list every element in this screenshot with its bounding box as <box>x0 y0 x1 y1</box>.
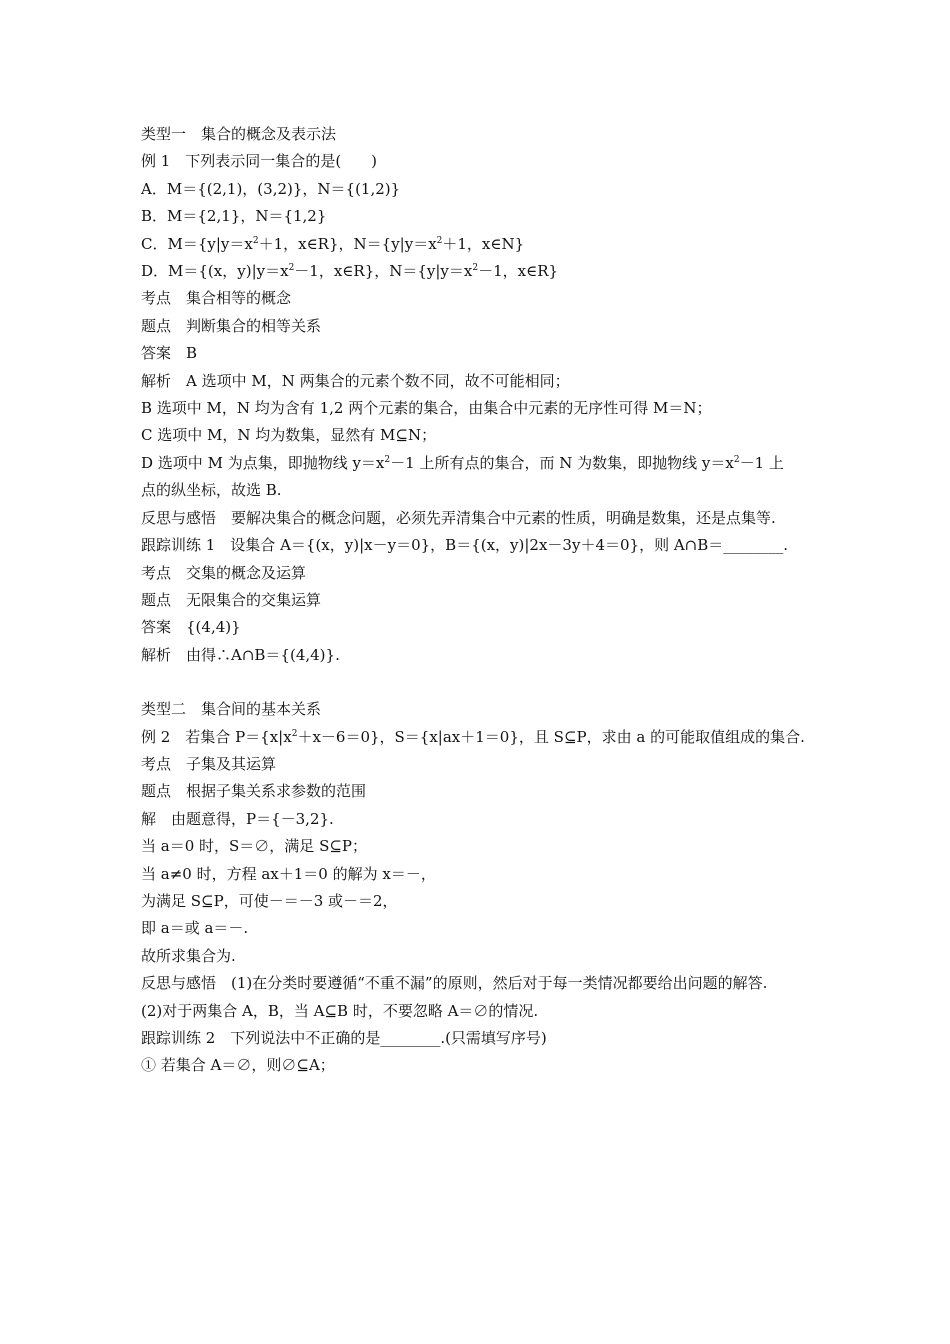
example-2-solution-5: 即 a＝或 a＝－. <box>141 919 249 938</box>
practice-1-analysis: 解析 由得∴A∩B＝{(4,4)}. <box>141 645 340 664</box>
practice-1-tidian: 题点 无限集合的交集运算 <box>141 590 322 609</box>
section-spacer <box>141 669 813 696</box>
section-title-2: 类型二 集合间的基本关系 <box>141 700 322 719</box>
example-1-answer: 答案 B <box>141 344 198 363</box>
practice-1-kaodian: 考点 交集的概念及运算 <box>141 563 307 582</box>
practice-2-question: 跟踪训练 2 下列说法中不正确的是________.(只需填写序号) <box>141 1029 547 1047</box>
practice-2-item-1: ① 若集合 A＝∅，则∅⊆A； <box>141 1056 335 1075</box>
example-1-option-d: D．M＝{(x，$y)|y=x^2-1$，x∈R}，$N=\{y|y=x^2-1$，x∈R} <box>141 262 559 281</box>
example-1-kaodian: 考点 集合相等的概念 <box>141 289 292 308</box>
example-2-reflection-1: 反思与感悟 (1)在分类时要遵循“不重不漏”的原则，然后对于每一类情况都要给出问题的解答. <box>141 974 768 993</box>
example-2-solution-3: 当 a≠0 时，方程 ax＋1＝0 的解为 x＝－， <box>141 864 436 883</box>
example-1-analysis-5: 点的纵坐标，故选 B. <box>141 481 282 500</box>
practice-1-answer: 答案 {(4,4)} <box>141 618 241 637</box>
example-1-option-a: A．M＝{(2,1)，(3,2)}，N＝{(1,2)} <box>141 179 401 198</box>
example-1-analysis-3: C 选项中 M，N 均为数集，显然有 M⊆N； <box>141 426 437 445</box>
example-1-option-b: B．M＝{2,1}，N＝{1,2} <box>141 207 327 226</box>
example-1-question: 例 1 下列表示同一集合的是( ) <box>141 152 378 171</box>
example-1-analysis-4: D 选项中 M 为点集，即抛物线 $y=x^2-1$ 上所有点的集合，而 N 为数集，即抛物线 $y=x^2-1$ 上 <box>141 453 784 472</box>
example-2-solution-1: 解 由题意得，P＝{－3,2}. <box>141 809 334 828</box>
example-2-reflection-2: (2)对于两集合 A，B，当 A⊆B 时，不要忽略 A＝∅的情况. <box>141 1001 539 1020</box>
practice-1-question: 跟踪训练 1 设集合 A＝{(x，y)|x－y＝0}，B＝{(x，y)|2x－3y＋4＝0}，则 A∩B＝________. <box>141 536 789 555</box>
example-2-question: 例 2 若集合 $P=\{x|x^2+x-6=0\}$，S＝{x|ax＋1＝0}，且 S⊆P，求由 a 的可能取值组成的集合. <box>141 727 805 746</box>
document-content <box>141 121 813 1080</box>
example-1-reflection: 反思与感悟 要解决集合的概念问题，必须先弄清集合中元素的性质，明确是数集，还是点集等. <box>141 508 776 527</box>
example-1-option-c: C．$M=\{y|y=x^2+1$，x∈R}，$N=\{y|y=x^2+1$，x∈N} <box>141 234 525 253</box>
section-title-1: 类型一 集合的概念及表示法 <box>141 125 337 143</box>
example-2-solution-2: 当 a＝0 时，S＝∅，满足 S⊆P； <box>141 837 368 856</box>
example-1-analysis-2: B 选项中 M，N 均为含有 1,2 两个元素的集合，由集合中元素的无序性可得 M＝N； <box>141 399 712 418</box>
example-1-tidian: 题点 判断集合的相等关系 <box>141 316 322 335</box>
example-1-analysis-1: 解析 A 选项中 M，N 两集合的元素个数不同，故不可能相同； <box>141 371 570 390</box>
example-2-kaodian: 考点 子集及其运算 <box>141 754 277 773</box>
example-2-solution-4: 为满足 S⊆P，可使－＝－3 或－＝2， <box>141 891 398 910</box>
example-2-solution-6: 故所求集合为. <box>141 946 236 965</box>
example-2-tidian: 题点 根据子集关系求参数的范围 <box>141 782 367 801</box>
